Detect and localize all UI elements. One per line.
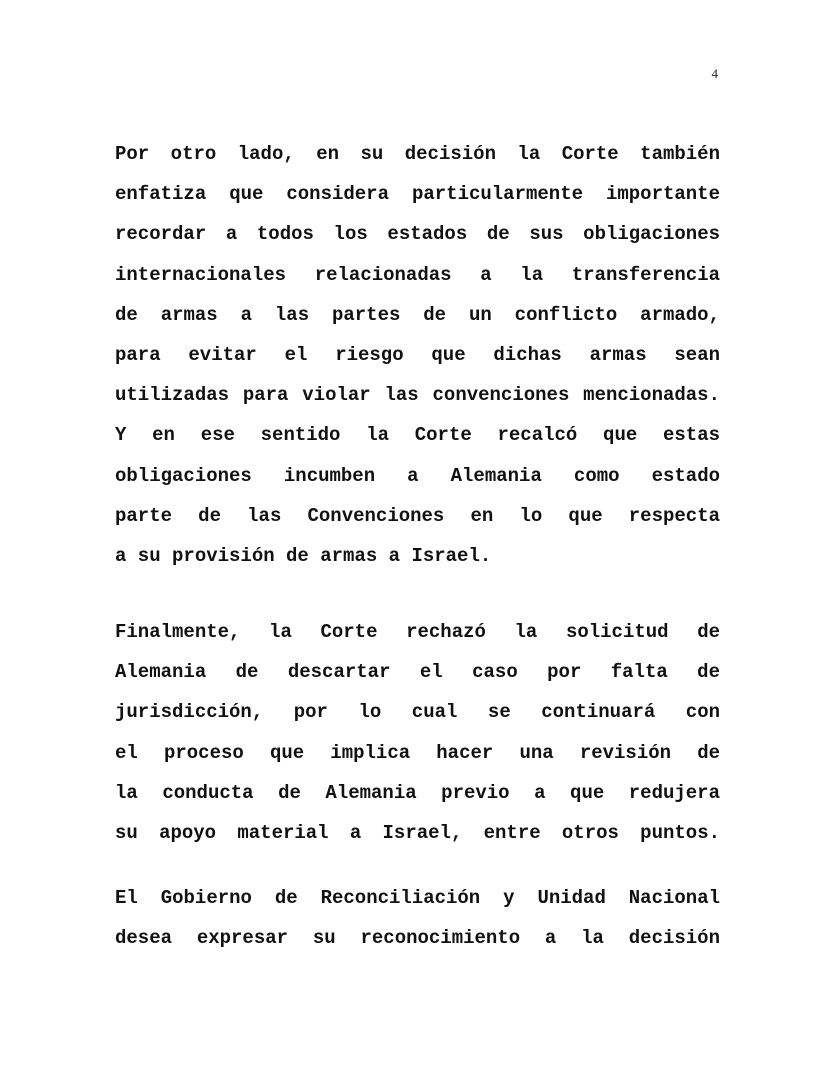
paragraph-line: desea expresar su reconocimiento a la decisión [115,927,720,950]
paragraph-line: jurisdicción, por lo cual se continuará con [115,701,720,724]
paragraph-line: su apoyo material a Israel, entre otros puntos. [115,821,720,844]
paragraph-line: utilizadas para violar las convenciones mencionadas. [115,384,720,407]
paragraph-court-decision [115,134,720,576]
paragraph-line: de armas a las partes de un conflicto armado, [115,303,720,326]
paragraph-line: internacionales relacionadas a la transferencia [115,263,720,286]
paragraph-line: para evitar el riesgo que dichas armas sean [115,343,720,366]
paragraph-line: Finalmente, la Corte rechazó la solicitud de [115,621,720,643]
paragraph-government-statement [115,878,720,958]
paragraph-line: Por otro lado, en su decisión la Corte también [115,143,720,165]
paragraph-line: El Gobierno de Reconciliación y Unidad Nacional [115,887,720,909]
page-number: 4 [711,66,718,81]
paragraph-line: a su provisión de armas a Israel. [115,544,492,567]
paragraph-jurisdiction [115,612,720,853]
paragraph-line: Alemania de descartar el caso por falta de [115,661,720,684]
paragraph-line: enfatiza que considera particularmente importante [115,183,720,206]
paragraph-line: recordar a todos los estados de sus obligaciones [115,223,720,246]
paragraph-line: parte de las Convenciones en lo que respecta [115,504,720,527]
paragraph-line: obligaciones incumben a Alemania como estado [115,464,720,487]
paragraph-line: la conducta de Alemania previo a que redujera [115,781,720,804]
paragraph-line: Y en ese sentido la Corte recalcó que estas [115,424,720,447]
paragraph-line: el proceso que implica hacer una revisión de [115,741,720,764]
